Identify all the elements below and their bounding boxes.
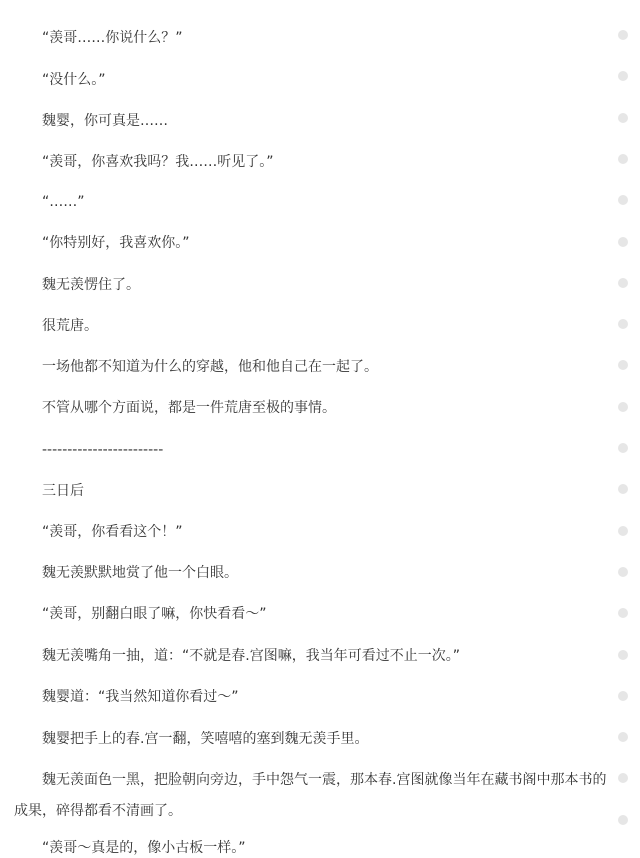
scroll-dot-icon[interactable] [618,732,628,742]
scroll-dot-icon[interactable] [618,278,628,288]
paragraph: “羡哥～真是的，像小古板一样。” [42,840,246,856]
scroll-dot-icon[interactable] [618,773,628,783]
scroll-dot-icon[interactable] [618,691,628,701]
paragraph: 一场他都不知道为什么的穿越，他和他自己在一起了。 [42,359,378,375]
paragraph: 很荒唐。 [42,318,98,334]
scroll-dot-icon[interactable] [618,567,628,577]
paragraph: “你特别好，我喜欢你。” [42,235,190,251]
paragraph: “羡哥……你说什么？” [42,30,183,46]
paragraph: 魏婴，你可真是…… [42,113,168,129]
scroll-dot-icon[interactable] [618,526,628,536]
scroll-dot-icon[interactable] [618,815,628,825]
scroll-dot-icon[interactable] [618,443,628,453]
scroll-dot-icon[interactable] [618,319,628,329]
scroll-dot-icon[interactable] [618,195,628,205]
paragraph: 魏无羡面色一黑，把脸朝向旁边，手中怨气一震，那本春.宫图就像当年在藏书阁中那本书的成果，碎得都看不清画了。 [14,772,607,819]
scroll-dot-icon[interactable] [618,71,628,81]
scroll-dot-icon[interactable] [618,360,628,370]
paragraph: 魏婴道：“我当然知道你看过～” [42,689,239,705]
scroll-dot-icon[interactable] [618,30,628,40]
paragraph: 魏无羡嘴角一抽，道：“不就是春.宫图嘛，我当年可看过不止一次。” [42,648,460,664]
paragraph: “……” [42,194,85,210]
section-divider: ------------------------ [42,442,164,458]
scroll-dot-icon[interactable] [618,608,628,618]
scroll-dot-icon[interactable] [618,650,628,660]
scroll-dot-icon[interactable] [618,484,628,494]
scroll-dot-icon[interactable] [618,402,628,412]
paragraph: “没什么。” [42,72,106,88]
paragraph: “羡哥，别翻白眼了嘛，你快看看～” [42,606,267,622]
paragraph: 三日后 [42,483,84,499]
paragraph: 魏婴把手上的春.宫一翻，笑嘻嘻的塞到魏无羡手里。 [42,731,369,747]
paragraph: “羡哥，你喜欢我吗？我……听见了。” [42,154,274,170]
paragraph: 魏无羡默默地赏了他一个白眼。 [42,565,238,581]
scroll-dot-icon[interactable] [618,154,628,164]
paragraph: 魏无羡愣住了。 [42,277,140,293]
scroll-dot-icon[interactable] [618,237,628,247]
paragraph: 不管从哪个方面说，都是一件荒唐至极的事情。 [42,400,336,416]
scroll-dot-icon[interactable] [618,113,628,123]
paragraph: “羡哥，你看看这个！” [42,524,183,540]
